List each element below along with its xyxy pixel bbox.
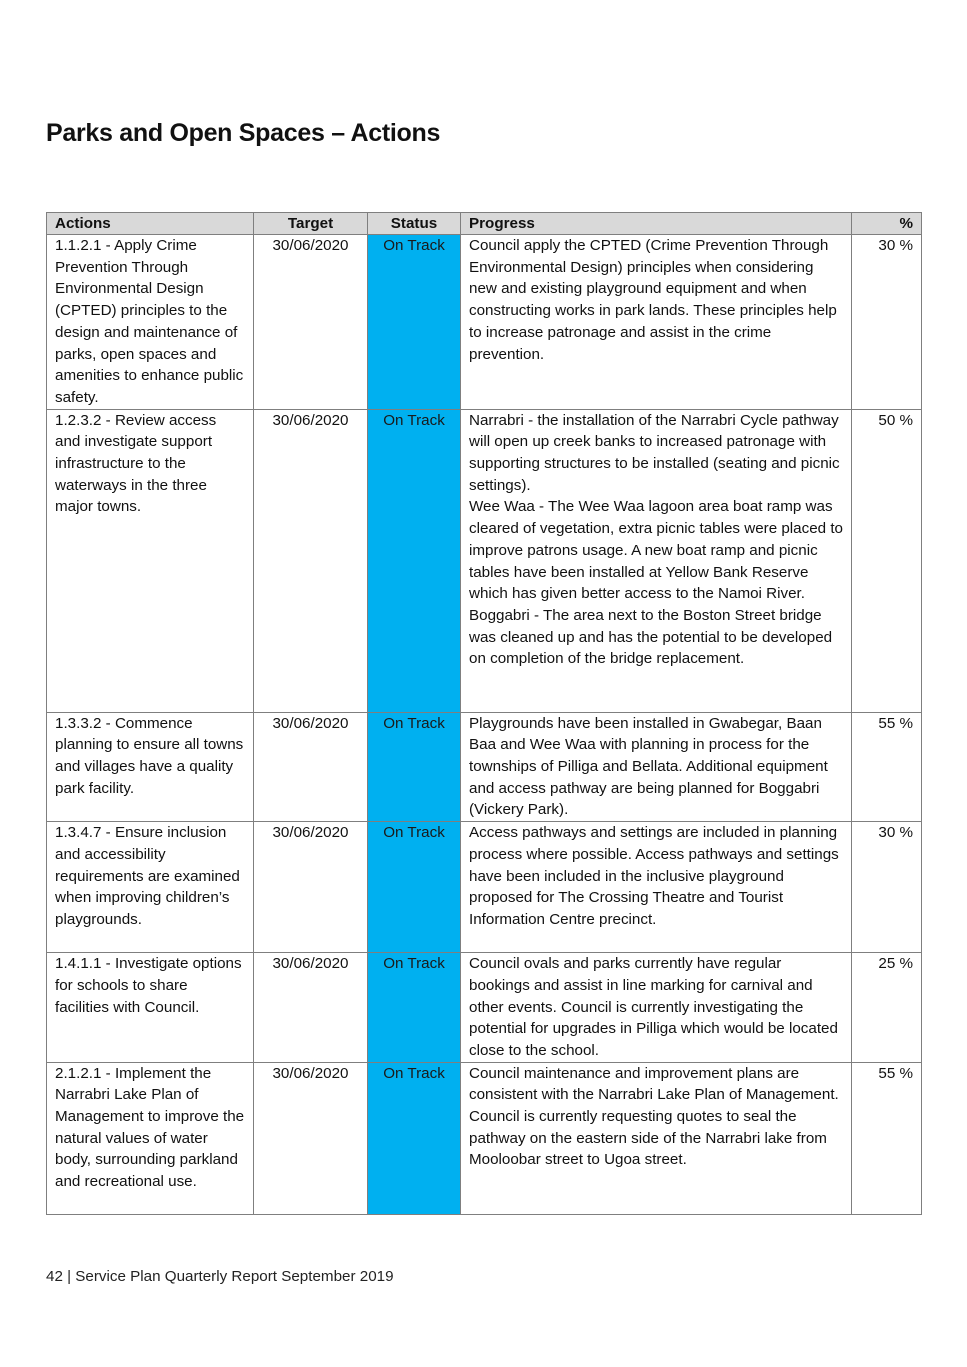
status-badge: On Track	[368, 235, 461, 410]
target-cell: 30/06/2020	[254, 953, 368, 1063]
progress-cell: Access pathways and settings are included in planning process where possible. Access pathways and settings have been included in the inclusive playground proposed for The Crossing Theatre and Tourist Information Centre precinct.	[461, 822, 852, 953]
status-badge: On Track	[368, 822, 461, 953]
table-row	[47, 822, 922, 953]
progress-paragraph: Narrabri - the installation of the Narrabri Cycle pathway will open up creek banks to increased patronage with supporting structures to be installed (seating and picnic settings).	[469, 411, 840, 494]
target-cell: 30/06/2020	[254, 409, 368, 712]
table-row	[47, 953, 922, 1063]
target-cell: 30/06/2020	[254, 235, 368, 410]
table-row	[47, 409, 922, 712]
target-cell: 30/06/2020	[254, 822, 368, 953]
status-badge: On Track	[368, 953, 461, 1063]
progress-paragraph: Wee Waa - The Wee Waa lagoon area boat ramp was cleared of vegetation, extra picnic tables were placed to improve patrons usage. A new boat ramp and picnic tables have been installed at Yellow Bank Reserve which has given better access to the Namoi River.	[469, 498, 843, 603]
target-cell: 30/06/2020	[254, 1062, 368, 1214]
header-actions: Actions	[47, 213, 254, 235]
table-row	[47, 712, 922, 822]
percent-cell: 30 %	[852, 822, 922, 953]
header-progress: Progress	[461, 213, 852, 235]
percent-cell: 30 %	[852, 235, 922, 410]
table-row	[47, 235, 922, 410]
header-target: Target	[254, 213, 368, 235]
action-cell: 1.2.3.2 - Review access and investigate support infrastructure to the waterways in the three major towns.	[47, 409, 254, 712]
progress-paragraph: Boggabri - The area next to the Boston Street bridge was cleaned up and has the potential to be developed on completion of the bridge replacement.	[469, 606, 833, 668]
progress-cell: Playgrounds have been installed in Gwabegar, Baan Baa and Wee Waa with planning in process for the townships of Pilliga and Bellata. Additional equipment and access pathway are being planned for Boggabri (Vickery Park).	[461, 712, 852, 822]
table-row	[47, 1062, 922, 1214]
percent-cell: 55 %	[852, 1062, 922, 1214]
progress-cell: Council maintenance and improvement plans are consistent with the Narrabri Lake Plan of Management. Council is currently requesting quotes to seal the pathway on the eastern side of the Narrabri lake from Mooloobar street to Ugoa street.	[461, 1062, 852, 1214]
percent-cell: 55 %	[852, 712, 922, 822]
action-cell: 1.3.4.7 - Ensure inclusion and accessibility requirements are examined when improving children’s playgrounds.	[47, 822, 254, 953]
percent-cell: 25 %	[852, 953, 922, 1063]
status-badge: On Track	[368, 409, 461, 712]
page-footer: 42 | Service Plan Quarterly Report September 2019	[46, 1268, 394, 1285]
action-cell: 1.4.1.1 - Investigate options for schools to share facilities with Council.	[47, 953, 254, 1063]
progress-cell	[461, 409, 852, 712]
status-badge: On Track	[368, 1062, 461, 1214]
status-badge: On Track	[368, 712, 461, 822]
table-header-row	[47, 213, 922, 235]
page-title: Parks and Open Spaces – Actions	[46, 119, 441, 147]
action-cell: 2.1.2.1 - Implement the Narrabri Lake Plan of Management to improve the natural values of water body, surrounding parkland and recreational use.	[47, 1062, 254, 1214]
target-cell: 30/06/2020	[254, 712, 368, 822]
action-cell: 1.1.2.1 - Apply Crime Prevention Through Environmental Design (CPTED) principles to the design and maintenance of parks, open spaces and amenities to enhance public safety.	[47, 235, 254, 410]
progress-cell: Council ovals and parks currently have regular bookings and assist in line marking for carnival and other events. Council is currently investigating the potential for upgrades in Pilliga which would be located close to the school.	[461, 953, 852, 1063]
percent-cell: 50 %	[852, 409, 922, 712]
actions-table	[46, 212, 922, 1215]
header-percent: %	[852, 213, 922, 235]
action-cell: 1.3.3.2 - Commence planning to ensure all towns and villages have a quality park facility.	[47, 712, 254, 822]
progress-cell: Council apply the CPTED (Crime Prevention Through Environmental Design) principles when considering new and existing playground equipment and when constructing works in park lands. These principles help to increase patronage and assist in the crime prevention.	[461, 235, 852, 410]
header-status: Status	[368, 213, 461, 235]
